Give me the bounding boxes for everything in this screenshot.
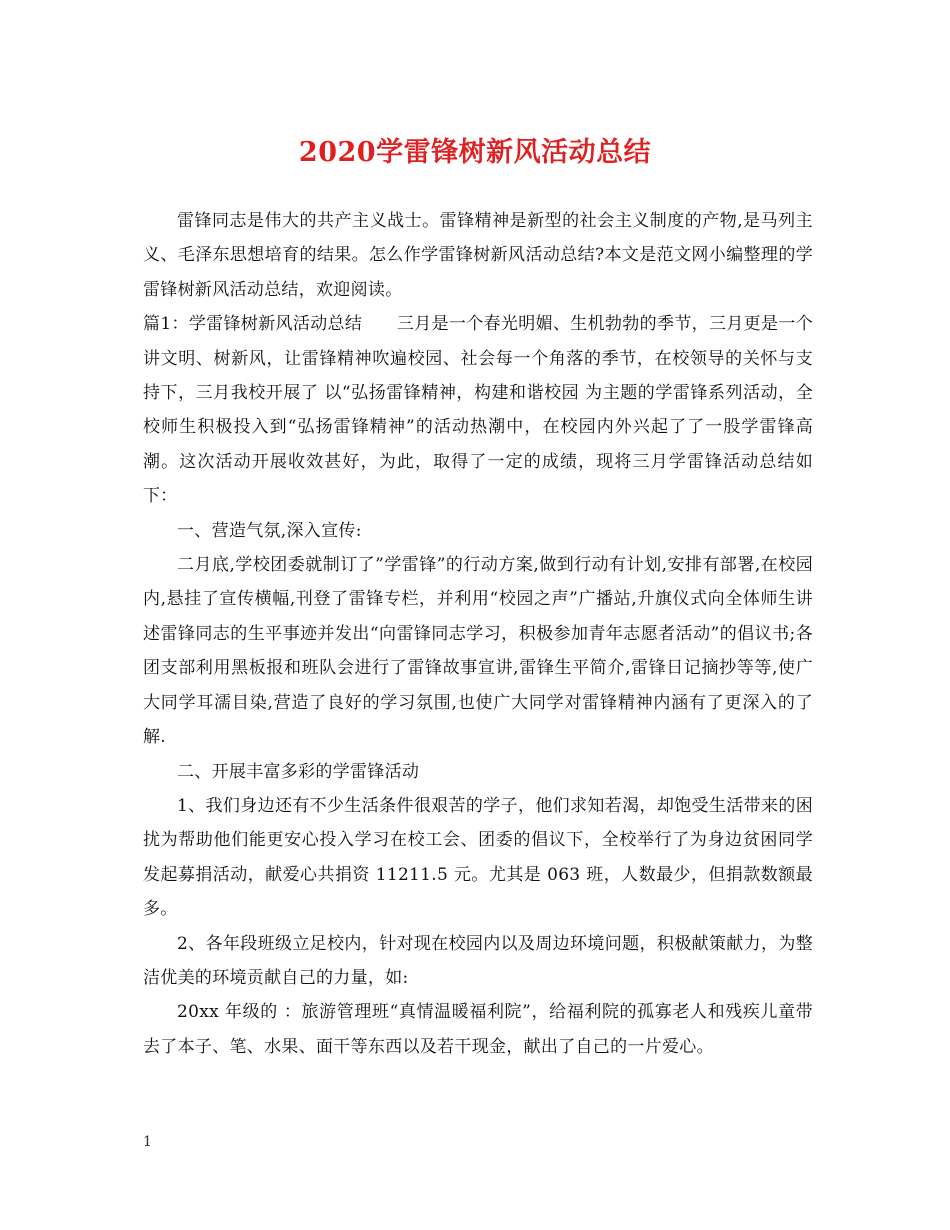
paragraph-intro: 雷锋同志是伟大的共产主义战士。雷锋精神是新型的社会主义制度的产物,是马列主义、毛泽东思想培育的结果。怎么作学雷锋树新风活动总结?本文是范文网小编整理的学雷锋树新风活动总结，欢迎阅读。 xyxy=(143,211,813,300)
document-title: 2020学雷锋树新风活动总结 xyxy=(298,137,652,168)
paragraph-donation: 1、我们身边还有不少生活条件很艰苦的学子，他们求知若渴，却饱受生活带来的困扰为帮助他们能更安心投入学习在校工会、团委的倡议下，全校举行了为身边贫困同学发起募捐活动，献爱心共捐资 11211.5 元。尤其是 063 班，人数最少，但捐款数额最多。 xyxy=(143,795,813,920)
paragraph-welfare: 20xx 年级的 ：旅游管理班“真情温暖福利院”，给福利院的孤寡老人和残疾儿童带去了本子、笔、水果、面干等东西以及若干现金，献出了自己的一片爱心。 xyxy=(143,1002,813,1057)
paragraph-publicity: 二月底,学校团委就制订了”学雷锋”的行动方案,做到行动有计划,安排有部署,在校园内,悬挂了宣传横幅,刊登了雷锋专栏，并利用“校园之声”广播站,升旗仪式向全体师生讲述雷锋同志的生平事迹并发出“向雷锋同志学习，积极参加青年志愿者活动”的倡议书;各团支部利用黑板报和班队会进行了雷锋故事宣讲,雷锋生平简介,雷锋日记摘抄等等,使广大同学耳濡目染,营造了良好的学习氛围,也使广大同学对雷锋精神内涵有了更深入的了解. xyxy=(143,555,813,748)
document-body xyxy=(143,204,813,1064)
section-heading-1: 一、营造气氛,深入宣传: xyxy=(177,520,362,541)
section-heading-2: 二、开展丰富多彩的学雷锋活动 xyxy=(177,761,420,782)
paragraph-part-1: 篇1：学雷锋树新风活动总结 三月是一个春光明媚、生机勃勃的季节，三月更是一个讲文明、树新风，让雷锋精神吹遍校园、社会每一个角落的季节，在校领导的关怀与支持下，三月我校开展了 以“弘扬雷锋精神，构建和谐校园 为主题的学雷锋系列活动，全校师生积极投入到“弘扬雷锋精神”的活动热潮中，在校园内外兴起了了一股学雷锋高潮。这次活动开展收效甚好，为此，取得了一定的成绩，现将三月学雷锋活动总结如下： xyxy=(143,314,813,507)
page-number: 1 xyxy=(143,1134,152,1150)
paragraph-environment: 2、各年段班级立足校内，针对现在校园内以及周边环境问题，积极献策献力，为整洁优美的环境贡献自己的力量，如: xyxy=(143,933,813,988)
